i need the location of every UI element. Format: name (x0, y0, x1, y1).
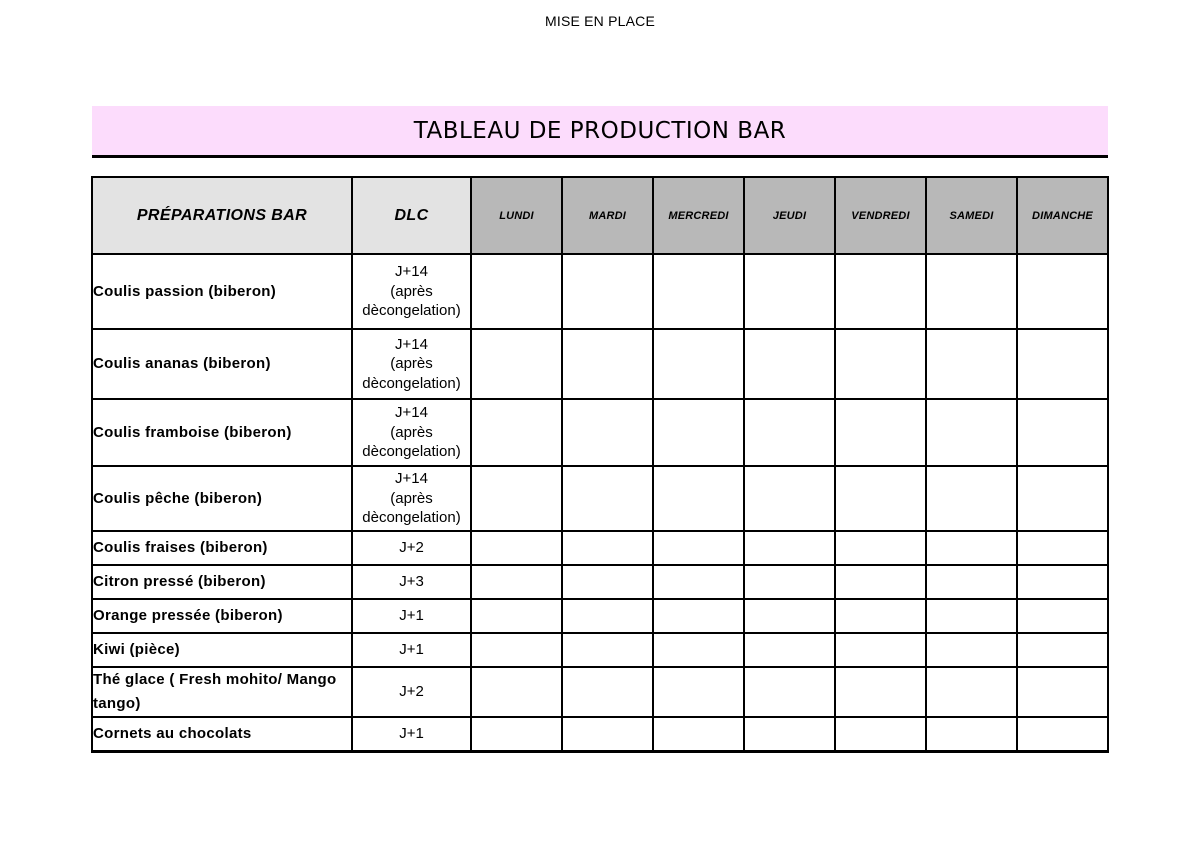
dlc-text: J+2 (399, 683, 424, 701)
day-cell-dimanche[interactable] (1017, 531, 1108, 565)
day-cell-jeudi[interactable] (744, 254, 835, 329)
day-cell-dimanche[interactable] (1017, 399, 1108, 466)
day-cell-lundi[interactable] (471, 254, 562, 329)
day-cell-mardi[interactable] (562, 667, 653, 717)
day-cell-mercredi[interactable] (653, 399, 744, 466)
dlc-text: J+1 (399, 607, 424, 625)
day-cell-vendredi[interactable] (835, 565, 926, 599)
table-row (92, 667, 1108, 717)
column-header-preparations: PRÉPARATIONS BAR (92, 177, 352, 254)
page-header: MISE EN PLACE (545, 13, 655, 29)
day-cell-samedi[interactable] (926, 565, 1017, 599)
dlc-text: J+14 (395, 263, 428, 281)
dlc-text: J+14 (395, 470, 428, 488)
dlc-text: (après (390, 282, 433, 300)
day-cell-mercredi[interactable] (653, 329, 744, 399)
preparation-name: Citron pressé (biberon) (92, 565, 352, 599)
day-cell-lundi[interactable] (471, 565, 562, 599)
dlc-cell (352, 565, 471, 599)
day-cell-lundi[interactable] (471, 633, 562, 667)
day-cell-jeudi[interactable] (744, 667, 835, 717)
dlc-cell (352, 667, 471, 717)
day-cell-vendredi[interactable] (835, 531, 926, 565)
day-cell-samedi[interactable] (926, 329, 1017, 399)
dlc-cell (352, 717, 471, 751)
header-row (92, 177, 1108, 254)
day-cell-mardi[interactable] (562, 399, 653, 466)
table-row (92, 254, 1108, 329)
day-cell-samedi[interactable] (926, 466, 1017, 531)
preparation-name: Thé glace ( Fresh mohito/ Mango tango) (92, 667, 352, 717)
column-header-lundi: LUNDI (471, 177, 562, 254)
dlc-text: dècongelation) (362, 443, 461, 461)
day-cell-mercredi[interactable] (653, 466, 744, 531)
column-header-mercredi: MERCREDI (653, 177, 744, 254)
day-cell-lundi[interactable] (471, 667, 562, 717)
dlc-text: dècongelation) (362, 374, 461, 392)
day-cell-mercredi[interactable] (653, 254, 744, 329)
dlc-text: (après (390, 423, 433, 441)
dlc-text: (après (390, 489, 433, 507)
day-cell-mardi[interactable] (562, 531, 653, 565)
column-header-jeudi: JEUDI (744, 177, 835, 254)
day-cell-jeudi[interactable] (744, 329, 835, 399)
table-row (92, 466, 1108, 531)
day-cell-mercredi[interactable] (653, 633, 744, 667)
table-row (92, 565, 1108, 599)
preparation-name: Coulis framboise (biberon) (92, 399, 352, 466)
dlc-text: J+3 (399, 573, 424, 591)
dlc-cell (352, 329, 471, 399)
day-cell-samedi[interactable] (926, 717, 1017, 751)
column-header-vendredi: VENDREDI (835, 177, 926, 254)
dlc-text: dècongelation) (362, 509, 461, 527)
day-cell-dimanche[interactable] (1017, 633, 1108, 667)
dlc-text: J+2 (399, 539, 424, 557)
day-cell-jeudi[interactable] (744, 531, 835, 565)
day-cell-dimanche[interactable] (1017, 466, 1108, 531)
dlc-cell (352, 599, 471, 633)
day-cell-mardi[interactable] (562, 466, 653, 531)
table-row (92, 531, 1108, 565)
column-header-dimanche: DIMANCHE (1017, 177, 1108, 254)
day-cell-jeudi[interactable] (744, 717, 835, 751)
preparation-name: Cornets au chocolats (92, 717, 352, 751)
day-cell-mercredi[interactable] (653, 667, 744, 717)
preparation-name: Coulis ananas (biberon) (92, 329, 352, 399)
day-cell-lundi[interactable] (471, 466, 562, 531)
dlc-text: (après (390, 355, 433, 373)
preparation-name: Coulis pêche (biberon) (92, 466, 352, 531)
day-cell-vendredi[interactable] (835, 329, 926, 399)
preparation-name: Coulis fraises (biberon) (92, 531, 352, 565)
day-cell-samedi[interactable] (926, 399, 1017, 466)
dlc-cell (352, 633, 471, 667)
day-cell-samedi[interactable] (926, 667, 1017, 717)
table-row (92, 399, 1108, 466)
dlc-text: J+1 (399, 641, 424, 659)
day-cell-samedi[interactable] (926, 633, 1017, 667)
table-row (92, 599, 1108, 633)
day-cell-lundi[interactable] (471, 531, 562, 565)
preparation-name: Coulis passion (biberon) (92, 254, 352, 329)
day-cell-vendredi[interactable] (835, 254, 926, 329)
dlc-text: J+14 (395, 335, 428, 353)
day-cell-jeudi[interactable] (744, 633, 835, 667)
title-band (92, 106, 1108, 158)
day-cell-mercredi[interactable] (653, 531, 744, 565)
day-cell-jeudi[interactable] (744, 565, 835, 599)
day-cell-dimanche[interactable] (1017, 254, 1108, 329)
dlc-cell (352, 466, 471, 531)
production-table (91, 176, 1109, 753)
dlc-text: J+1 (399, 725, 424, 742)
column-header-mardi: MARDI (562, 177, 653, 254)
dlc-cell (352, 254, 471, 329)
day-cell-jeudi[interactable] (744, 466, 835, 531)
preparation-name: Kiwi (pièce) (92, 633, 352, 667)
day-cell-lundi[interactable] (471, 599, 562, 633)
column-header-dlc: DLC (352, 177, 471, 254)
dlc-cell (352, 399, 471, 466)
day-cell-dimanche[interactable] (1017, 599, 1108, 633)
preparation-name: Orange pressée (biberon) (92, 599, 352, 633)
day-cell-mardi[interactable] (562, 565, 653, 599)
dlc-text: J+14 (395, 404, 428, 422)
column-header-samedi: SAMEDI (926, 177, 1017, 254)
day-cell-lundi[interactable] (471, 717, 562, 751)
day-cell-samedi[interactable] (926, 599, 1017, 633)
day-cell-dimanche[interactable] (1017, 329, 1108, 399)
day-cell-samedi[interactable] (926, 254, 1017, 329)
day-cell-lundi[interactable] (471, 399, 562, 466)
day-cell-dimanche[interactable] (1017, 717, 1108, 751)
day-cell-dimanche[interactable] (1017, 667, 1108, 717)
dlc-text: dècongelation) (362, 302, 461, 320)
day-cell-mardi[interactable] (562, 329, 653, 399)
dlc-cell (352, 531, 471, 565)
day-cell-jeudi[interactable] (744, 399, 835, 466)
day-cell-vendredi[interactable] (835, 717, 926, 751)
day-cell-mercredi[interactable] (653, 565, 744, 599)
day-cell-mardi[interactable] (562, 717, 653, 751)
day-cell-samedi[interactable] (926, 531, 1017, 565)
table-row (92, 329, 1108, 399)
day-cell-vendredi[interactable] (835, 667, 926, 717)
day-cell-vendredi[interactable] (835, 599, 926, 633)
day-cell-mercredi[interactable] (653, 599, 744, 633)
day-cell-vendredi[interactable] (835, 466, 926, 531)
day-cell-lundi[interactable] (471, 329, 562, 399)
page-title: TABLEAU DE PRODUCTION BAR (413, 117, 787, 144)
day-cell-mardi[interactable] (562, 633, 653, 667)
table-row (92, 633, 1108, 667)
day-cell-mardi[interactable] (562, 599, 653, 633)
day-cell-vendredi[interactable] (835, 633, 926, 667)
day-cell-dimanche[interactable] (1017, 565, 1108, 599)
day-cell-mercredi[interactable] (653, 717, 744, 751)
table-row (92, 717, 1108, 751)
day-cell-jeudi[interactable] (744, 599, 835, 633)
day-cell-mardi[interactable] (562, 254, 653, 329)
day-cell-vendredi[interactable] (835, 399, 926, 466)
